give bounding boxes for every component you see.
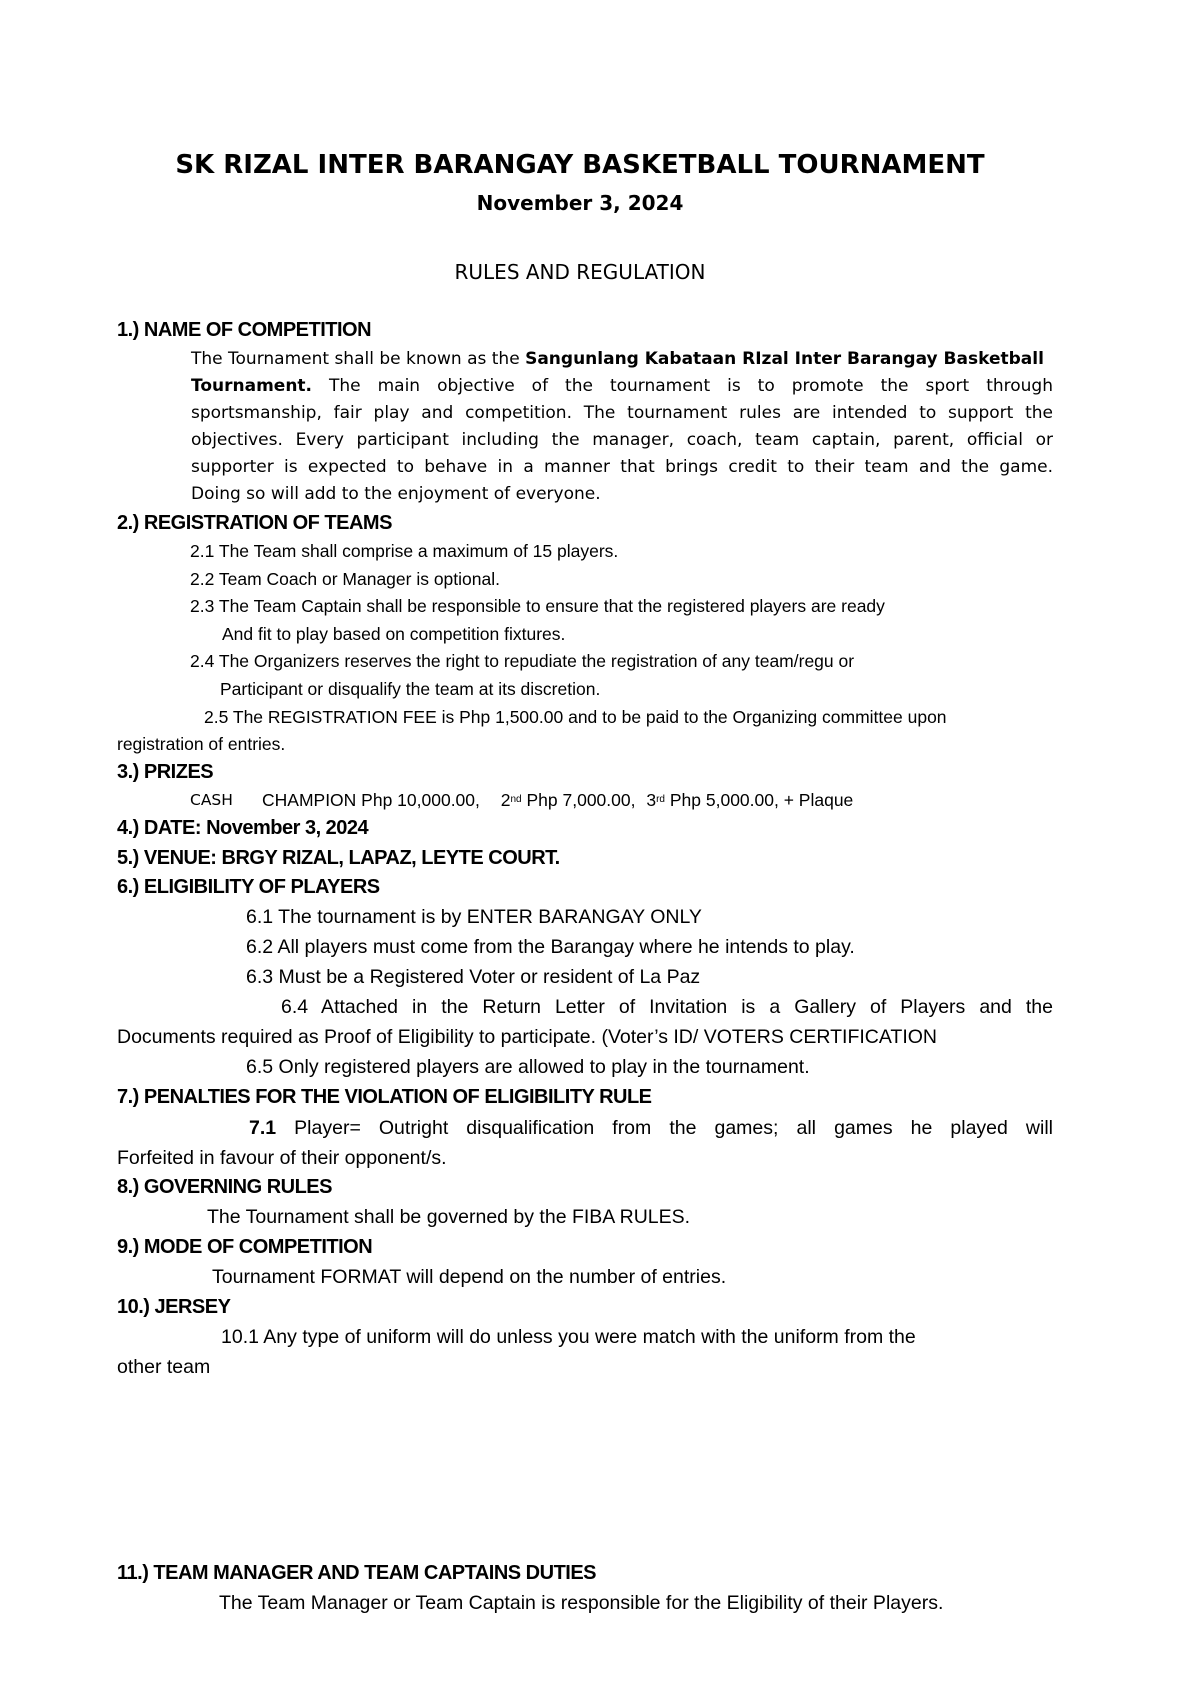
section-1-line-2-text: The main objective of the tournament is to promote the sport through [312,376,1053,396]
section-2-heading: 2.) REGISTRATION OF TEAMS [117,512,392,534]
section-9-text: Tournament FORMAT will depend on the number of entries. [212,1266,727,1288]
section-2-item-5: 2.5 The REGISTRATION FEE is Php 1,500.00 and to be paid to the Organizing committee upon [204,707,947,727]
section-7-item-number: 7.1 [249,1117,277,1139]
prize-second-number: 2 [500,790,511,810]
section-6-item-2: 6.2 All players must come from the Barangay where he intends to play. [246,936,855,958]
section-1-line-6: Doing so will add to the enjoyment of everyone. [191,484,601,504]
section-6-item-5: 6.5 Only registered players are allowed to play in the tournament. [246,1056,810,1078]
prize-champion: CHAMPION Php 10,000.00, [262,790,480,810]
prize-second: Php 7,000.00, [521,790,636,810]
section-1-line-4: objectives. Every participant including the manager, coach, team captain, parent, official or [191,430,1053,450]
section-7-heading: 7.) PENALTIES FOR THE VIOLATION OF ELIGIBILITY RULE [117,1086,652,1108]
section-6-heading: 6.) ELIGIBILITY OF PLAYERS [117,876,380,898]
section-11-text: The Team Manager or Team Captain is responsible for the Eligibility of their Players. [219,1592,944,1614]
section-8-heading: 8.) GOVERNING RULES [117,1176,332,1198]
section-6-item-4: 6.4 Attached in the Return Letter of Invitation is a Gallery of Players and the [281,996,1053,1018]
prize-second-suffix: nd [510,794,522,805]
section-7-item-1-cont: Forfeited in favour of their opponent/s. [117,1147,447,1169]
prize-third-number: 3 [646,790,657,810]
section-6-item-3: 6.3 Must be a Registered Voter or resident of La Paz [246,966,701,988]
section-6-item-1: 6.1 The tournament is by ENTER BARANGAY ONLY [246,906,702,928]
document-title: SK RIZAL INTER BARANGAY BASKETBALL TOURNAMENT [175,150,985,180]
section-2-item-2: 2.2 Team Coach or Manager is optional. [190,569,500,589]
section-1-line-2 [191,378,1053,395]
section-2-item-3-cont: And fit to play based on competition fixtures. [222,624,566,644]
section-1-line-1 [191,351,1044,368]
section-2-item-3: 2.3 The Team Captain shall be responsible to ensure that the registered players are ready [190,596,885,616]
tournament-name-end: Tournament. [191,376,313,396]
section-9-heading: 9.) MODE OF COMPETITION [117,1236,373,1258]
prize-third-suffix: rd [656,794,665,805]
section-1-heading: 1.) NAME OF COMPETITION [117,319,372,341]
section-2-item-4: 2.4 The Organizers reserves the right to repudiate the registration of any team/regu or [190,651,855,671]
tournament-name: Sangunlang Kabataan RIzal Inter Barangay Basketball [525,349,1044,369]
section-2-item-4-cont: Participant or disqualify the team at its discretion. [220,679,601,699]
section-8-text: The Tournament shall be governed by the FIBA RULES. [207,1206,691,1228]
section-2-item-5-cont: registration of entries. [117,734,286,754]
section-6-item-4-cont: Documents required as Proof of Eligibility to participate. (Voter’s ID/ VOTERS CERTIFICATION [117,1026,938,1048]
section-5-heading: 5.) VENUE: BRGY RIZAL, LAPAZ, LEYTE COURT. [117,847,560,869]
section-11-heading: 11.) TEAM MANAGER AND TEAM CAPTAINS DUTIES [117,1562,597,1584]
section-2-item-1: 2.1 The Team shall comprise a maximum of 15 players. [190,541,619,561]
section-4-heading: 4.) DATE: November 3, 2024 [117,817,369,839]
prize-line [262,792,853,810]
section-7-item-1 [249,1119,1053,1139]
prize-third: Php 5,000.00, + Plaque [665,790,854,810]
section-7-item-text: Player= Outright disqualification from the games; all games he played will [276,1117,1053,1139]
document-date: November 3, 2024 [476,191,684,215]
section-1-line-3: sportsmanship, fair play and competition. The tournament rules are intended to support the [191,403,1053,423]
section-1-line-1-text: The Tournament shall be known as the [191,349,526,369]
section-10-item-1: 10.1 Any type of uniform will do unless you were match with the uniform from the [221,1326,916,1348]
section-1-line-5: supporter is expected to behave in a manner that brings credit to their team and the game. [191,457,1053,477]
section-3-heading: 3.) PRIZES [117,761,214,783]
document-subtitle: RULES AND REGULATION [454,260,706,284]
section-10-heading: 10.) JERSEY [117,1296,231,1318]
prize-cash-label: CASH [190,791,233,809]
section-10-item-1-cont: other team [117,1356,211,1378]
